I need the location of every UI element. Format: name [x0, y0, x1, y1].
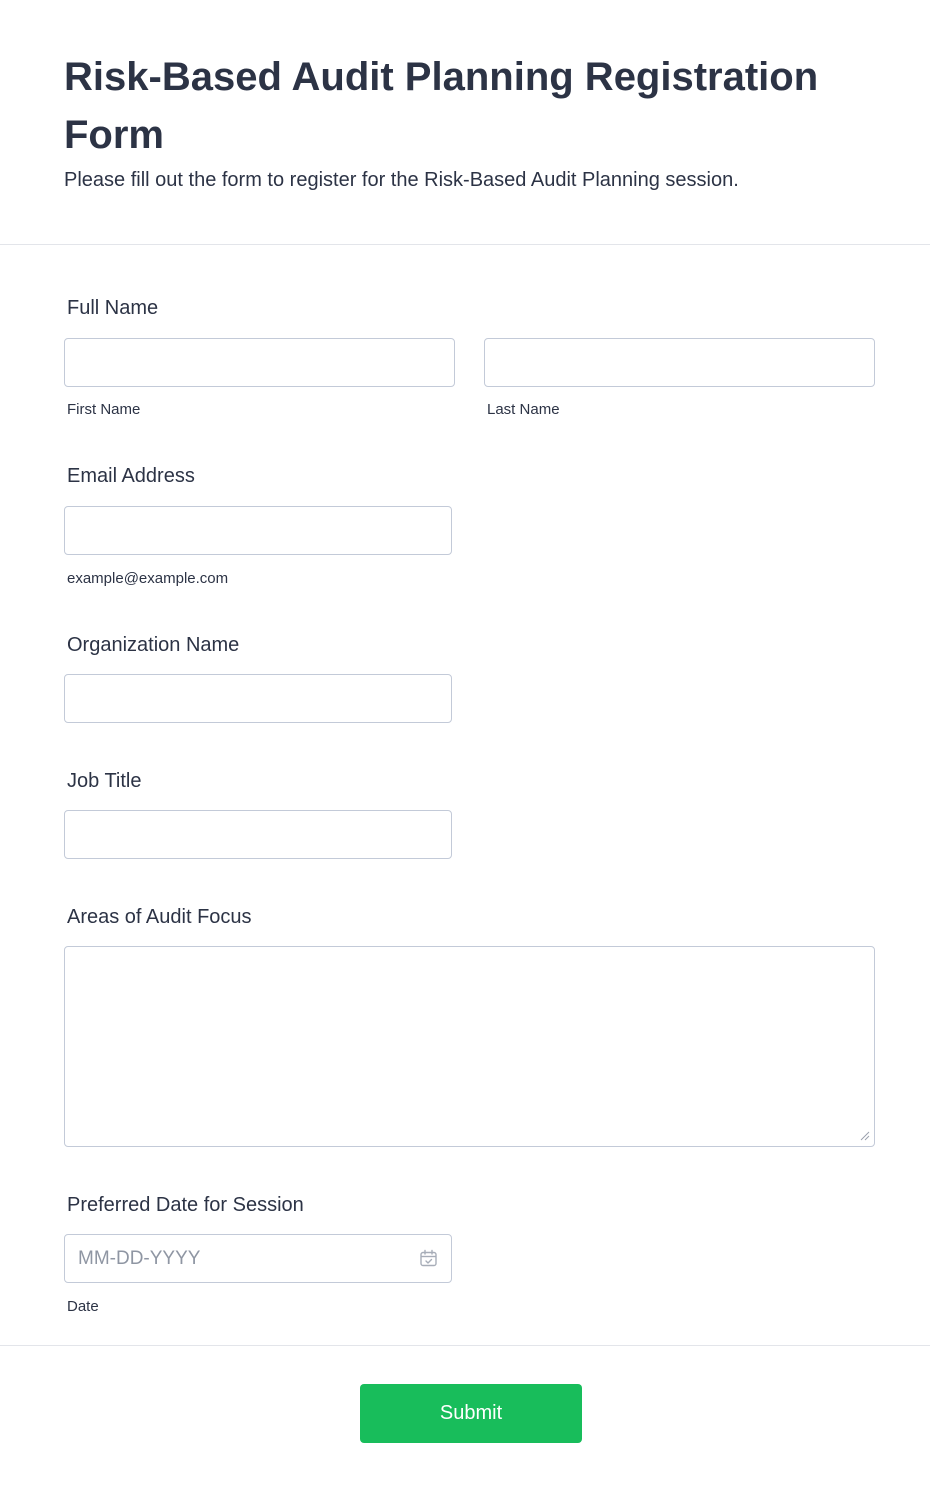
session-date-input[interactable]: [64, 1234, 452, 1283]
email-input[interactable]: [64, 506, 452, 555]
first-name-sublabel: First Name: [67, 401, 141, 418]
form-title: Risk-Based Audit Planning Registration Form: [64, 55, 819, 157]
calendar-icon[interactable]: [419, 1249, 438, 1268]
form-header: [0, 0, 930, 245]
job-title-input[interactable]: [64, 810, 452, 859]
first-name-input[interactable]: [64, 338, 455, 387]
job-title-label: Job Title: [67, 770, 142, 792]
organization-input[interactable]: [64, 674, 452, 723]
submit-button[interactable]: Submit: [360, 1384, 582, 1443]
audit-focus-label: Areas of Audit Focus: [67, 906, 252, 928]
footer-divider: [0, 1345, 930, 1346]
session-date-sublabel: Date: [67, 1298, 99, 1315]
last-name-input[interactable]: [484, 338, 875, 387]
email-label: Email Address: [67, 465, 195, 487]
full-name-label: Full Name: [67, 297, 159, 319]
organization-label: Organization Name: [67, 634, 240, 656]
session-date-label: Preferred Date for Session: [67, 1194, 304, 1216]
resize-grip-icon[interactable]: [860, 1131, 870, 1141]
audit-focus-textarea[interactable]: [64, 946, 875, 1147]
email-sublabel: example@example.com: [67, 570, 229, 587]
form-subtitle: Please fill out the form to register for the Risk-Based Audit Planning session.: [64, 169, 739, 191]
last-name-sublabel: Last Name: [487, 401, 560, 418]
